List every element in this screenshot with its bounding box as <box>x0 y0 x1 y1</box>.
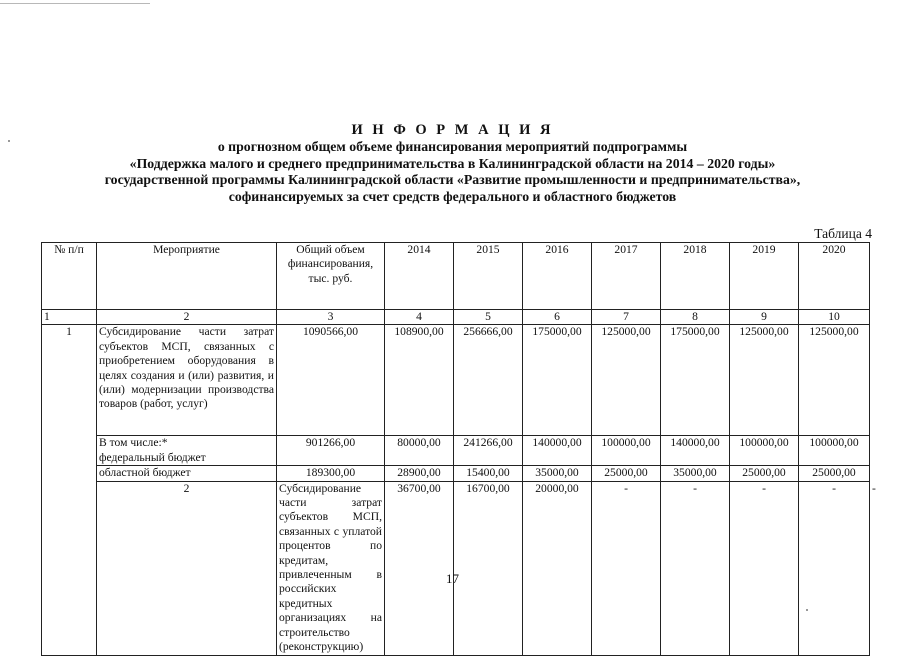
budget-label: областной бюджет <box>97 466 277 481</box>
value-cell: 25000,00 <box>730 466 799 481</box>
column-number: 7 <box>592 310 661 325</box>
title-line: государственной программы Калининградской области «Развитие промышленности и предпринимательства», <box>104 172 801 187</box>
column-number: 2 <box>97 310 277 325</box>
column-header: 2019 <box>730 243 799 310</box>
value-cell: 20000,00 <box>523 481 592 655</box>
value-cell: 175000,00 <box>523 325 592 436</box>
value-cell: 241266,00 <box>454 436 523 466</box>
title-heading: И Н Ф О Р М А Ц И Я <box>351 122 554 138</box>
value-cell: - <box>661 481 730 655</box>
financing-table <box>41 242 876 656</box>
total-cell: 36700,00 <box>385 481 454 655</box>
column-header: Общий объем финансирования, тыс. руб. <box>277 243 385 310</box>
table-row <box>42 325 870 436</box>
column-number: 3 <box>277 310 385 325</box>
title-line: о прогнозном общем объеме финансирования мероприятий подпрограммы <box>217 139 688 154</box>
total-cell: 901266,00 <box>277 436 385 466</box>
value-cell: - <box>799 481 870 655</box>
value-cell: 25000,00 <box>592 466 661 481</box>
value-cell: 25000,00 <box>799 466 870 481</box>
value-cell: 140000,00 <box>661 436 730 466</box>
column-number: 6 <box>523 310 592 325</box>
column-header: 2020 <box>799 243 870 310</box>
value-cell: 100000,00 <box>592 436 661 466</box>
budget-label: федеральный бюджет <box>99 450 206 464</box>
value-cell: 100000,00 <box>730 436 799 466</box>
column-number: 10 <box>799 310 870 325</box>
page-number: 17 <box>446 571 459 586</box>
budget-label-cell <box>97 436 277 466</box>
column-number: 8 <box>661 310 730 325</box>
value-cell: 15400,00 <box>454 466 523 481</box>
table-row-regional <box>42 466 870 481</box>
total-cell: 189300,00 <box>277 466 385 481</box>
column-header: 2016 <box>523 243 592 310</box>
document-title <box>0 122 905 205</box>
value-cell: - <box>592 481 661 655</box>
value-cell: 256666,00 <box>454 325 523 436</box>
measure-name: Субсидирование части затрат субъектов МСП, связанных с приобретением оборудования в целях создания и (или) развития, и (или) модернизации производства товаров (работ, услуг) <box>97 325 277 436</box>
value-cell: 35000,00 <box>523 466 592 481</box>
column-number: 5 <box>454 310 523 325</box>
row-number: 1 <box>42 325 97 655</box>
column-number: 1 <box>42 310 97 325</box>
table-header-row <box>42 243 870 310</box>
table-caption: Таблица 4 <box>814 226 872 241</box>
value-cell: 35000,00 <box>661 466 730 481</box>
value-cell: - <box>730 481 799 655</box>
row-number: 2 <box>97 481 277 655</box>
title-line: «Поддержка малого и среднего предпринимательства в Калининградской области на 2014 – 2020 годы» <box>129 155 776 171</box>
table-row: 2 Субсидирование части затрат субъектов МСП, связанных с уплатой процентов по кредитам, привлеченным в российских кредитных организациях на строительство (реконструкцию) 36700,00 16700,00 20000,00 - - - - - <box>42 481 870 655</box>
scan-artifact-line <box>0 3 150 4</box>
value-cell: 108900,00 <box>385 325 454 436</box>
value-cell: 80000,00 <box>385 436 454 466</box>
column-number-row <box>42 310 870 325</box>
including-label: В том числе:* <box>99 436 168 450</box>
column-header: 2018 <box>661 243 730 310</box>
column-number: 9 <box>730 310 799 325</box>
title-line: софинансируемых за счет средств федерального и областного бюджетов <box>228 188 677 204</box>
column-header: Мероприятие <box>97 243 277 310</box>
column-number: 4 <box>385 310 454 325</box>
column-header: 2014 <box>385 243 454 310</box>
table-row-federal <box>42 436 870 466</box>
column-header: № п/п <box>42 243 97 310</box>
value-cell: 16700,00 <box>454 481 523 655</box>
value-cell: 175000,00 <box>661 325 730 436</box>
value-cell: 125000,00 <box>592 325 661 436</box>
column-header: 2015 <box>454 243 523 310</box>
value-cell: 140000,00 <box>523 436 592 466</box>
column-header: 2017 <box>592 243 661 310</box>
value-cell: 125000,00 <box>799 325 870 436</box>
total-cell: 1090566,00 <box>277 325 385 436</box>
value-cell: 100000,00 <box>799 436 870 466</box>
measure-name: Субсидирование части затрат субъектов МСП, связанных с уплатой процентов по кредитам, привлеченным в российских кредитных организациях на строительство (реконструкцию) <box>277 481 385 655</box>
value-cell: 125000,00 <box>730 325 799 436</box>
value-cell: 28900,00 <box>385 466 454 481</box>
